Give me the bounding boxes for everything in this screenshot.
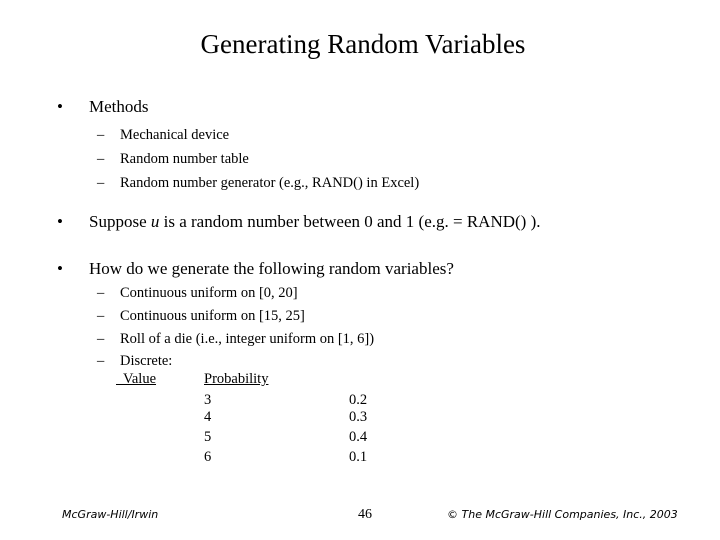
dash-glyph: – [97, 353, 105, 369]
text-after-variable: is a random number between 0 and 1 (e.g. = RAND() ). [159, 212, 541, 231]
table-cell-value: 3 [204, 392, 212, 408]
subitem-text: Continuous uniform on [15, 25] [120, 308, 305, 324]
table-cell-value: 5 [204, 429, 212, 445]
bullet-glyph: • [57, 259, 63, 278]
dash-glyph: – [97, 151, 105, 167]
subitem-text: Discrete: [120, 353, 173, 369]
table-cell-value: 4 [204, 409, 212, 425]
table-cell-probability: 0.2 [349, 392, 368, 408]
bullet-glyph: • [57, 212, 63, 231]
subitem-text: Continuous uniform on [0, 20] [120, 285, 298, 301]
table-cell-probability: 0.3 [349, 409, 368, 425]
dash-glyph: – [97, 308, 105, 324]
variable-u: u [150, 212, 160, 231]
footer-copyright: © The McGraw-Hill Companies, Inc., 2003 [447, 508, 678, 521]
bullet-glyph: • [57, 97, 63, 116]
text-before-variable: Suppose [89, 212, 151, 231]
table-cell-value: 6 [204, 449, 212, 465]
subitem-text: Roll of a die (i.e., integer uniform on [1, 6]) [120, 331, 375, 347]
dash-glyph: – [97, 175, 105, 191]
table-header-value: Value [116, 371, 157, 387]
dash-glyph: – [97, 127, 105, 143]
bullet-text [89, 212, 541, 232]
subitem-text: Random number generator (e.g., RAND() in Excel) [120, 175, 420, 191]
bullet-text: Methods [89, 97, 149, 116]
slide-title: Generating Random Variables [200, 29, 526, 59]
table-cell-probability: 0.1 [349, 449, 368, 465]
table-cell-probability: 0.4 [349, 429, 368, 445]
table-header-probability: Probability [204, 371, 269, 387]
subitem-text: Mechanical device [120, 127, 230, 143]
dash-glyph: – [97, 331, 105, 347]
bullet-text: How do we generate the following random variables? [89, 259, 454, 278]
footer-page-number: 46 [358, 507, 372, 522]
subitem-text: Random number table [120, 151, 249, 167]
dash-glyph: – [97, 285, 105, 301]
footer-publisher: McGraw-Hill/Irwin [62, 508, 159, 521]
